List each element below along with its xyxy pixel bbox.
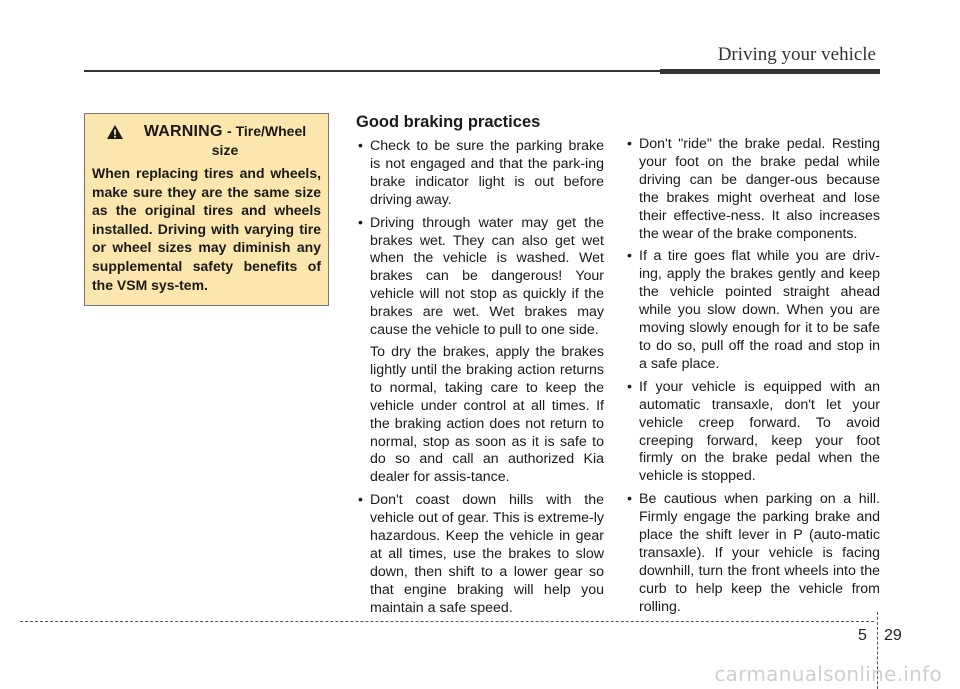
page-number: 29 (884, 627, 902, 644)
bullet-list (356, 138, 604, 618)
content-column-middle (356, 112, 604, 623)
list-item: • Don't coast down hills with the vehicle out of gear. This is extreme-ly hazardous. Keep the vehicle in gear at all times, use the brakes to slow down, then shift to a lower gear so that engine braking will help you maintain a safe speed. (356, 492, 604, 617)
warning-triangle-icon (106, 124, 124, 140)
warning-box (84, 113, 329, 306)
list-item: • Be cautious when parking on a hill. Firmly engage the parking brake and place the shift lever in P (auto-matic transaxle). If your vehicle is facing downhill, turn the front wheels into the curb to help keep the vehicle from rolling. (625, 491, 880, 616)
header-rule-accent (660, 69, 880, 74)
footer-rule (20, 621, 874, 622)
watermark: carmanualsonline.info (714, 662, 942, 686)
list-item-continuation: To dry the brakes, apply the brakes lightly until the braking action returns to normal, taking care to keep the vehicle under control at all times. If the braking action does not return to normal, stop as soon as it is safe to do so and call an authorized Kia dealer for assis-tance. (370, 343, 604, 486)
list-item: • Check to be sure the parking brake is not engaged and that the park-ing brake indicator light is out before driving away. (356, 138, 604, 210)
content-column-right (625, 136, 880, 622)
section-header-title: Driving your vehicle (717, 44, 876, 65)
warning-body: When replacing tires and wheels, make sure they are the same size as the original tires and wheels installed. Driving with varying tire or wheel sizes may diminish any supplemental safety benefits of the VSM sys-tem. (92, 165, 321, 293)
chapter-number: 5 (858, 627, 867, 644)
list-item: • If a tire goes flat while you are driv-ing, apply the brakes gently and keep the vehicle pointed straight ahead while you slow down. When you are moving slowly enough for it to be safe to do so, pull off the road and stop in a safe place. (625, 248, 880, 373)
warning-topic: - Tire/Wheel size (211, 123, 307, 158)
bullet-list (625, 136, 880, 617)
list-item: • Don't "ride" the brake pedal. Resting your foot on the brake pedal while driving can be danger-ous because the brakes might overheat and lose their effective-ness. It also increases the wear of the brake components. (625, 136, 880, 243)
warning-header (92, 122, 321, 160)
section-title: Good braking practices (356, 113, 541, 131)
warning-label: WARNING (143, 123, 223, 140)
list-item: • If your vehicle is equipped with an automatic transaxle, don't let your vehicle creep forward. To avoid creeping forward, keep your foot firmly on the brake pedal when the vehicle is stopped. (625, 379, 880, 486)
list-item: • Driving through water may get the brakes wet. They can also get wet when the vehicle is washed. Wet brakes can be dangerous! Your vehicle will not stop as quickly if the brakes are wet. Wet brakes may cause the vehicle to pull to one side. To dry the brakes, apply the brakes lightly until the braking action returns to normal, taking care to keep the vehicle under control at all times. If the braking action does not return to normal, stop as soon as it is safe to do so and call an authorized Kia dealer for assis-tance. (356, 215, 604, 488)
